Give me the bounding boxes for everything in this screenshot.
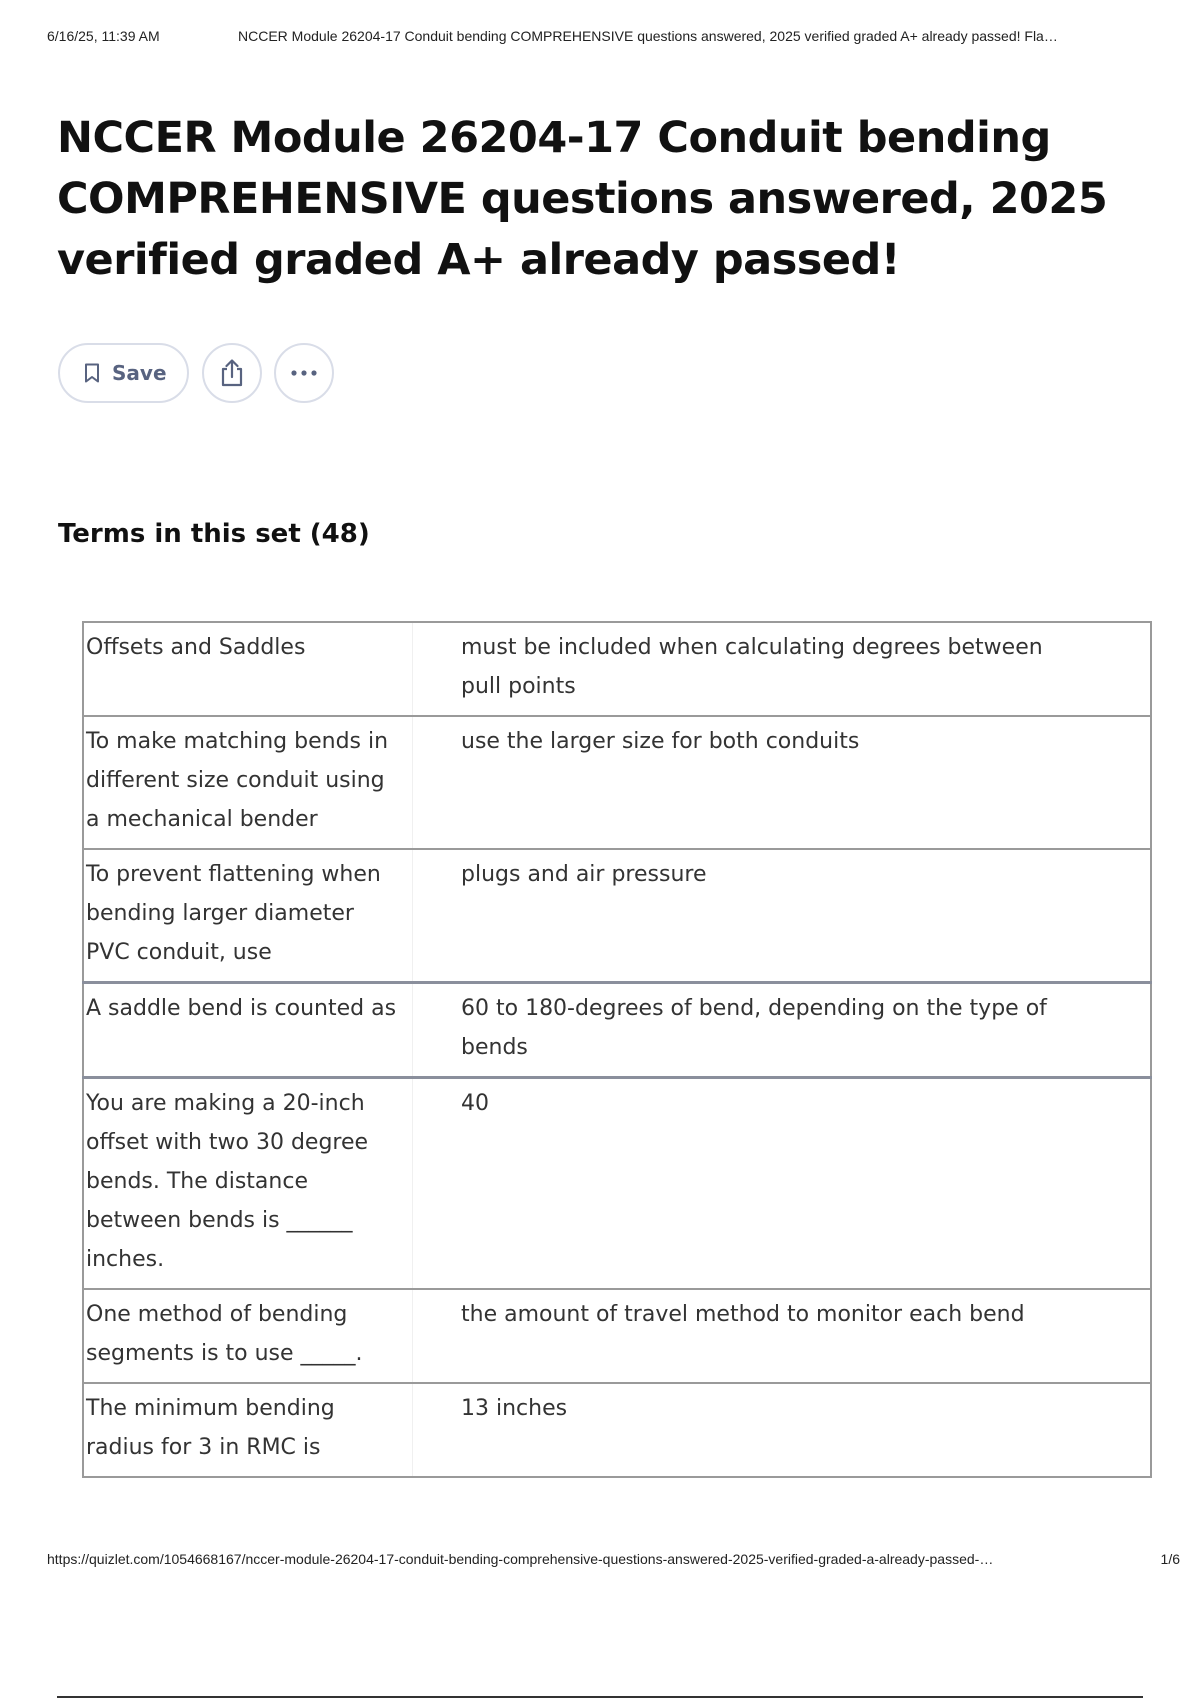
term-cell: One method of bending segments is to use _____. <box>83 1289 413 1383</box>
more-options-button[interactable] <box>274 343 334 403</box>
print-doc-title: NCCER Module 26204-17 Conduit bending COMPREHENSIVE questions answered, 2025 verified graded A+ already passed! Fla… <box>238 28 1058 44</box>
table-row <box>83 983 1151 1078</box>
page-url: https://quizlet.com/1054668167/nccer-module-26204-17-conduit-bending-comprehensive-questions-answered-2025-verified-graded-a-already-passed-… <box>47 1551 994 1567</box>
terms-heading: Terms in this set (48) <box>58 519 370 549</box>
definition-cell: 40 <box>461 1091 489 1116</box>
definition-cell: use the larger size for both conduits <box>461 729 860 754</box>
definition-cell: 13 inches <box>461 1396 568 1421</box>
action-bar <box>58 343 334 403</box>
table-row <box>83 1078 1151 1290</box>
table-row <box>83 622 1151 716</box>
definition-cell: the amount of travel method to monitor each bend <box>461 1302 1025 1327</box>
table-row <box>83 716 1151 849</box>
definition-cell: must be included when calculating degrees between pull points <box>461 635 1043 699</box>
term-cell: To make matching bends in different size conduit using a mechanical bender <box>83 716 413 849</box>
terms-table <box>82 621 1152 1478</box>
term-cell: The minimum bending radius for 3 in RMC is <box>83 1383 413 1477</box>
save-button[interactable] <box>58 343 189 403</box>
share-button[interactable] <box>202 343 262 403</box>
more-horizontal-icon <box>290 369 318 377</box>
term-cell: Offsets and Saddles <box>83 622 413 716</box>
term-cell: To prevent flattening when bending larger diameter PVC conduit, use <box>83 849 413 983</box>
share-icon <box>219 359 245 387</box>
term-cell: You are making a 20-inch offset with two 30 degree bends. The distance between bends is ______ inches. <box>83 1078 413 1290</box>
bookmark-icon <box>84 363 100 383</box>
print-date: 6/16/25, 11:39 AM <box>47 28 160 44</box>
definition-cell: plugs and air pressure <box>461 862 707 887</box>
divider <box>57 1696 1143 1698</box>
table-row <box>83 849 1151 983</box>
print-header <box>47 28 1176 50</box>
save-button-label: Save <box>112 361 167 385</box>
definition-cell: 60 to 180-degrees of bend, depending on the type of bends <box>461 996 1047 1060</box>
page-number: 1/6 <box>1160 1551 1180 1567</box>
page-title: NCCER Module 26204-17 Conduit bending COMPREHENSIVE questions answered, 2025 verified graded A+ already passed! <box>57 113 1108 285</box>
term-cell: A saddle bend is counted as <box>83 983 413 1078</box>
table-row <box>83 1289 1151 1383</box>
print-footer <box>47 1551 1180 1571</box>
table-row <box>83 1383 1151 1477</box>
